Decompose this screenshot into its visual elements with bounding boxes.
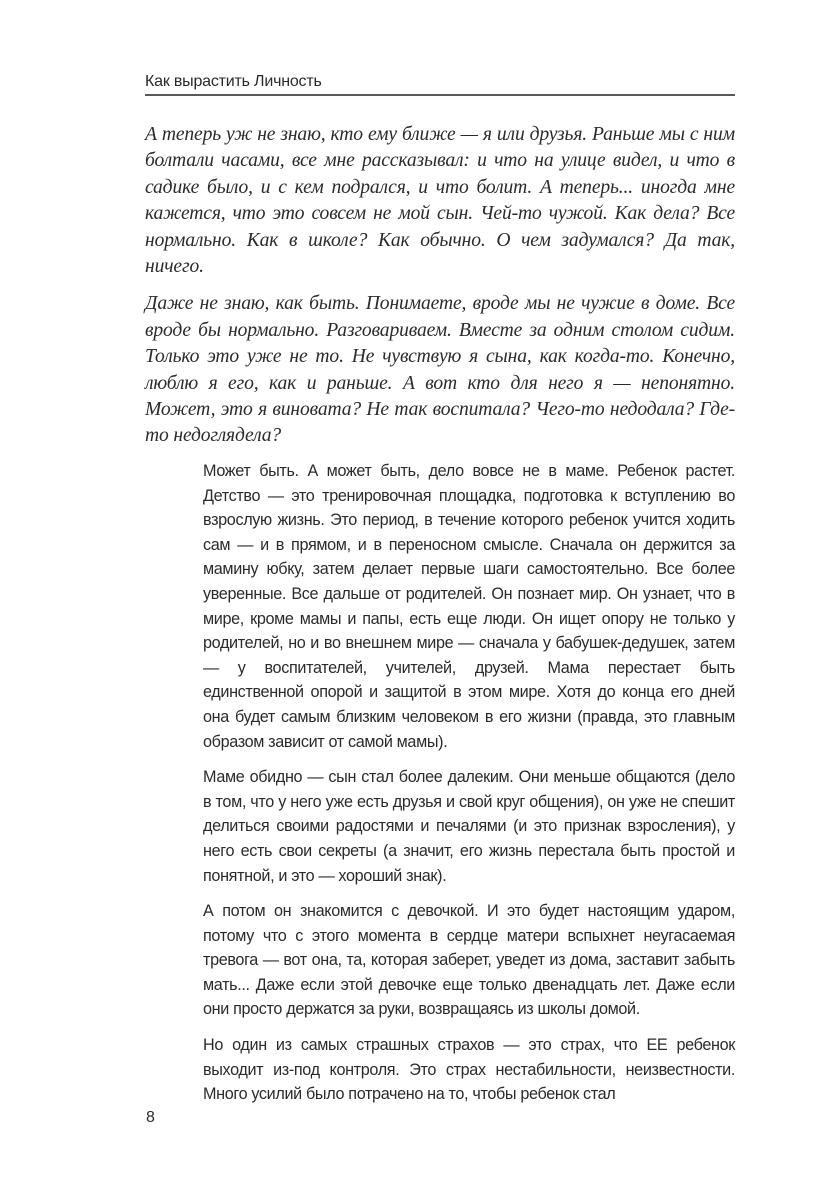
quote-block — [145, 122, 735, 461]
body-paragraph: Маме обидно — сын стал более далеким. Они меньше общаются (дело в том, что у него уже есть друзья и свой круг общения), он уже не спешит делиться своими радостями и печалями (и это признак взросления), у него есть свои секреты (а значит, его жизнь перестала быть простой и понятной, и это — хороший знак). — [203, 768, 735, 885]
quote-paragraph: Даже не знаю, как быть. Понимаете, вроде мы не чужие в доме. Все вроде бы нормально. Разговариваем. Вместе за одним столом сидим. Только это уже не то. Не чувствую я сына, как когда-то. Конечно, люблю я его, как и раньше. А вот кто для него я — непонятно. Может, это я виновата? Не так воспитала? Чего-то недодала? Где-то недоглядела? — [145, 293, 735, 447]
body-paragraph: Но один из самых страшных страхов — это страх, что ЕЕ ребенок выходит из-под контроля. Это страх нестабильности, неизвестности. Много усилий было потрачено на то, чтобы ребенок стал — [203, 1036, 735, 1104]
body-text — [203, 459, 735, 1118]
body-paragraph: А потом он знакомится с девочкой. И это будет настоящим ударом, потому что с этого момента в сердце матери вспыхнет неугасаемая тревога — вот она, та, которая заберет, уведет из дома, заставит забыть мать... Даже если этой девочке еще только двенадцать лет. Даже если они просто держатся за руки, возвращаясь из школы домой. — [203, 902, 735, 1019]
body-paragraph: Может быть. А может быть, дело вовсе не в маме. Ребенок растет. Детство — это тренировочная площадка, подготовка к вступлению во взрослую жизнь. Это период, в течение которого ребенок учится ходить сам — и в прямом, и в переносном смысле. Сначала он держится за мамину юбку, затем делает первые шаги самостоятельно. Все более уверенные. Все дальше от родителей. Он познает мир. Он узнает, что в мире, кроме мамы и папы, есть еще люди. Он ищет опору не только у родителей, но и во внешнем мире — сначала у бабушек-дедушек, затем — у воспитателей, учителей, друзей. Мама перестает быть единственной опорой и защитой в этом мире. Хотя до конца его дней она будет самым близким человеком в его жизни (правда, это главным образом зависит от самой мамы). — [203, 462, 735, 751]
running-head — [145, 72, 735, 96]
quote-paragraph: А теперь уж не знаю, кто ему ближе — я или друзья. Раньше мы с ним болтали часами, все мне рассказывал: и что на улице видел, и что в садике было, и с кем подрался, и что болит. А теперь... иногда мне кажется, что это совсем не мой сын. Чей-то чужой. Как дела? Все нормально. Как в школе? Как обычно. О чем задумался? Да так, ничего. — [145, 124, 735, 278]
running-head-title: Как вырастить Личность — [145, 73, 322, 90]
page-number: 8 — [146, 1109, 155, 1126]
